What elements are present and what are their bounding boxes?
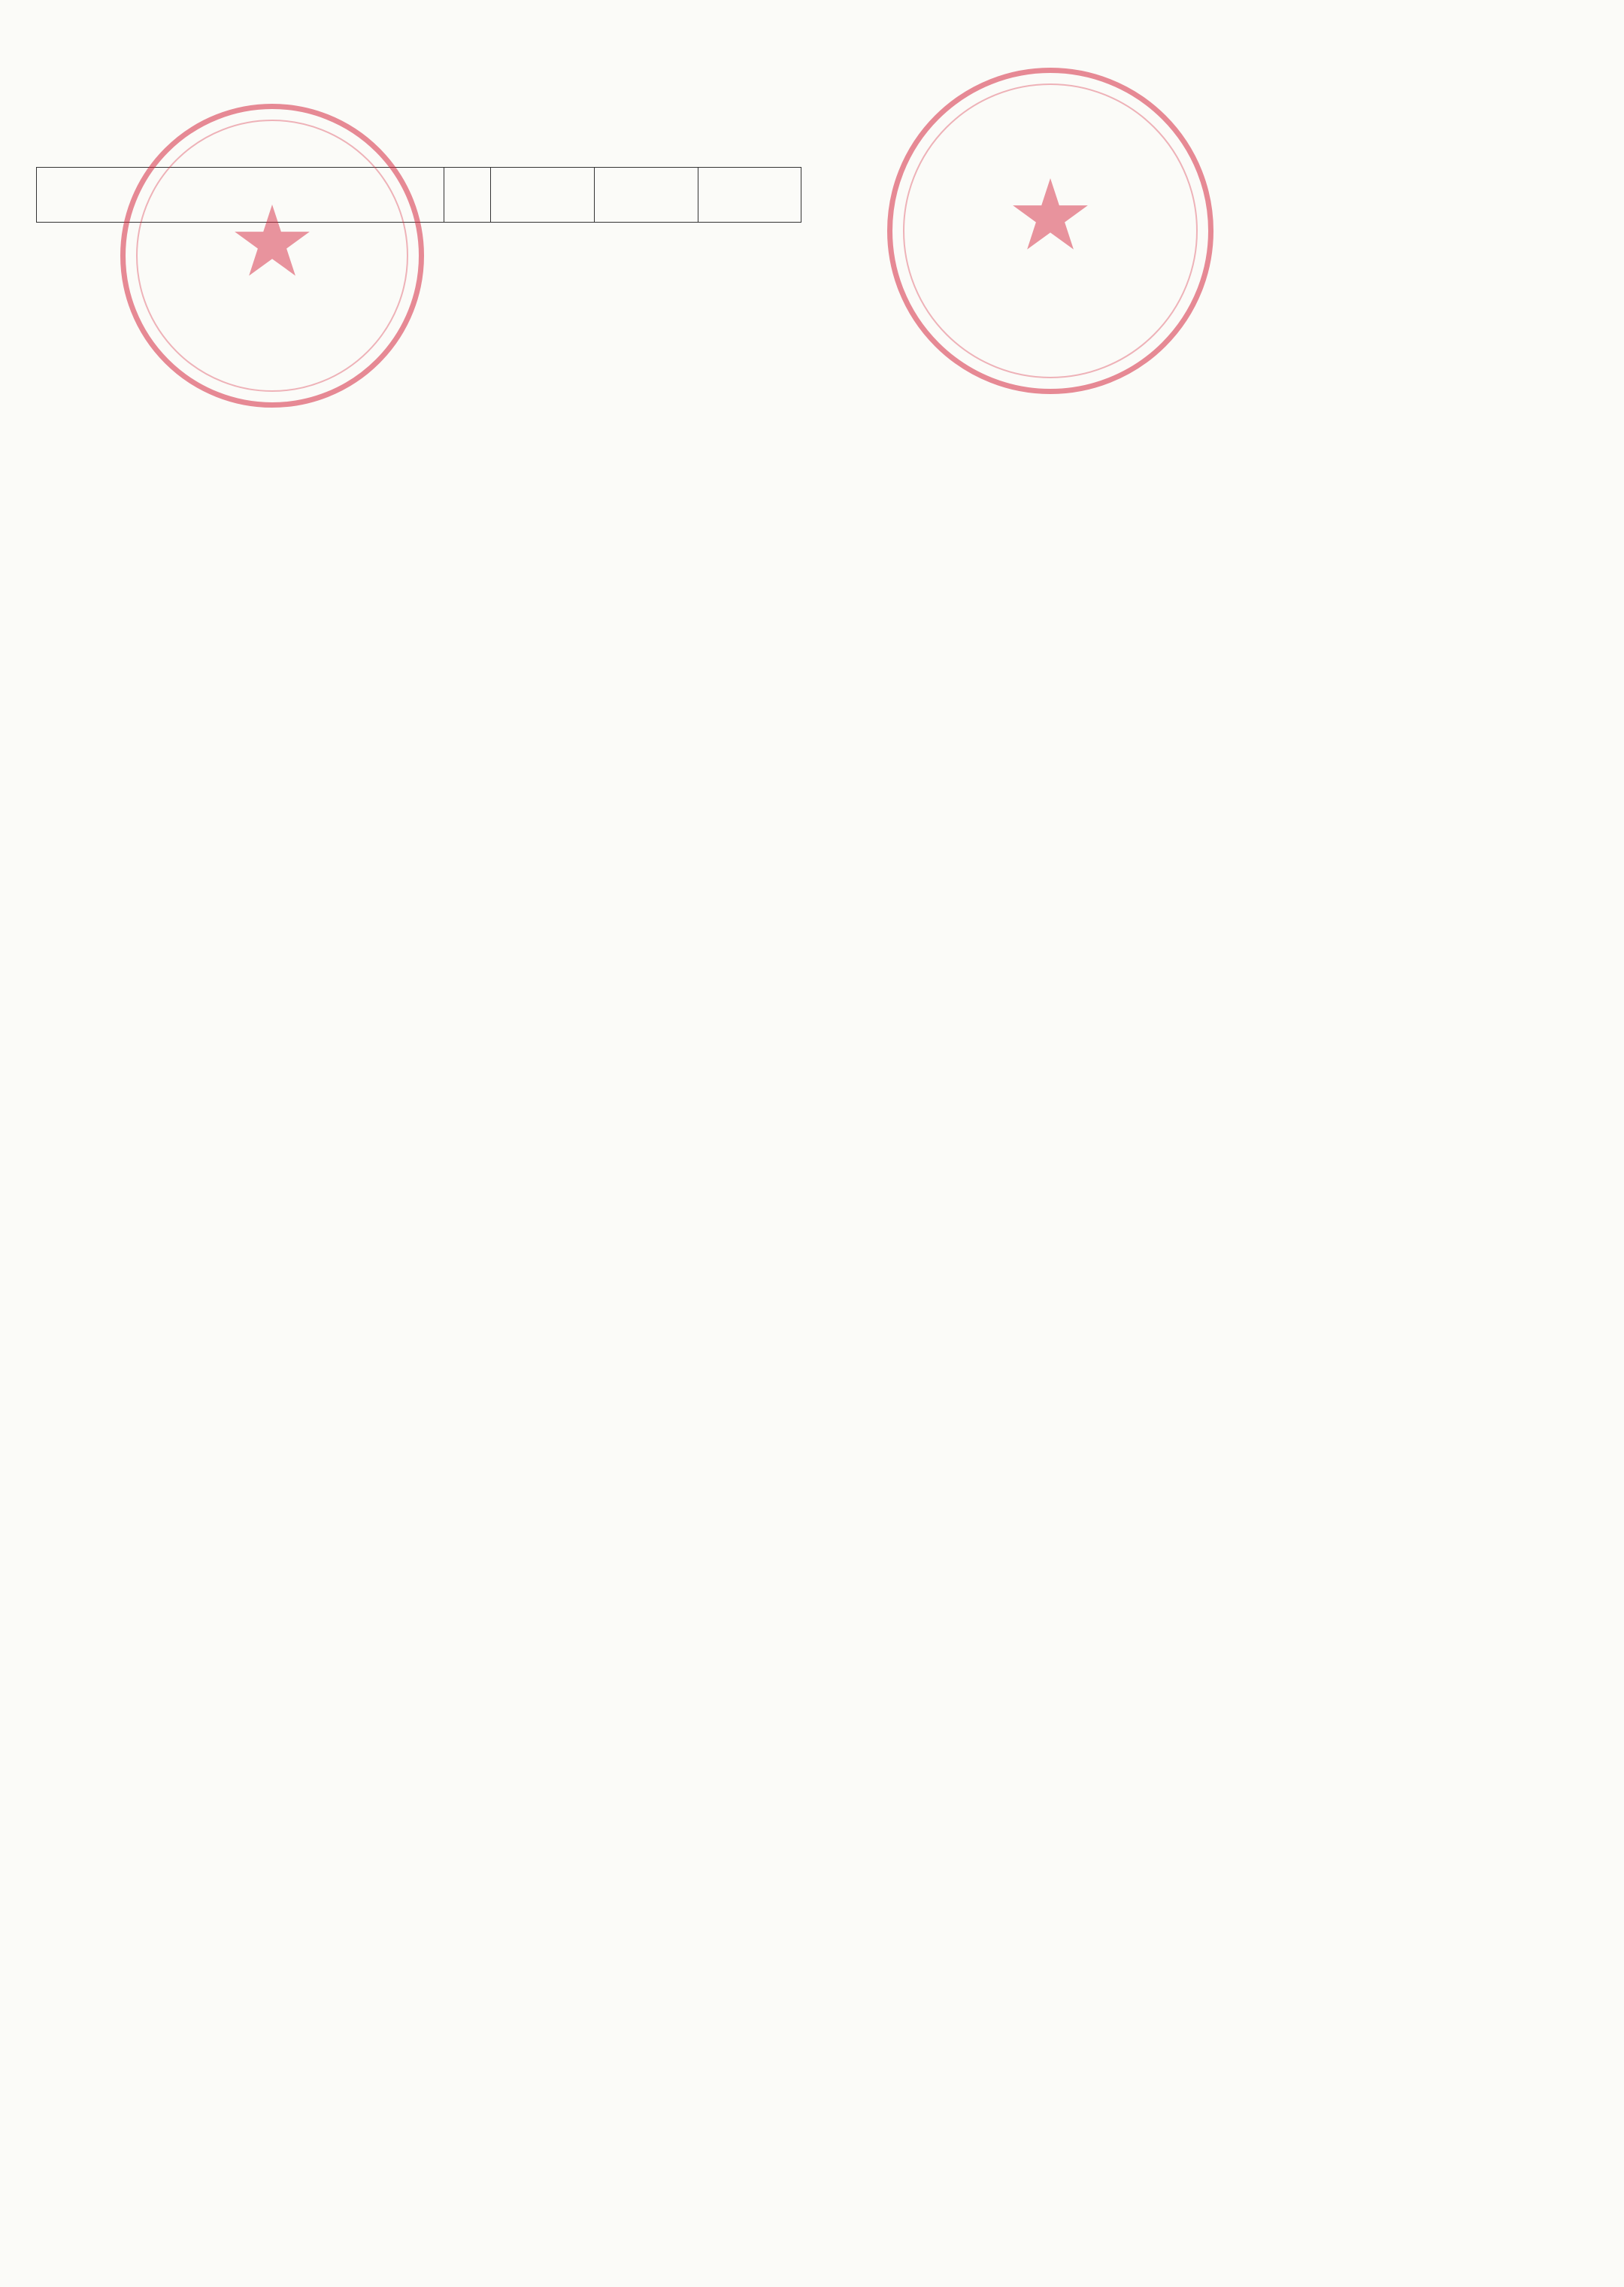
col-header-name: [37, 168, 444, 223]
left-budget-table: [36, 167, 801, 223]
col-header-coop: [698, 168, 801, 223]
col-header-total: [491, 168, 595, 223]
col-header-committee: [595, 168, 698, 223]
table-header-row: [37, 168, 801, 223]
star-icon: ★: [228, 184, 317, 299]
red-seal-stamp-right: [887, 68, 1213, 394]
star-icon: ★: [1006, 158, 1095, 272]
filing-unit: [62, 129, 92, 152]
red-seal-stamp-left: [120, 104, 424, 408]
col-header-seq: [444, 168, 491, 223]
